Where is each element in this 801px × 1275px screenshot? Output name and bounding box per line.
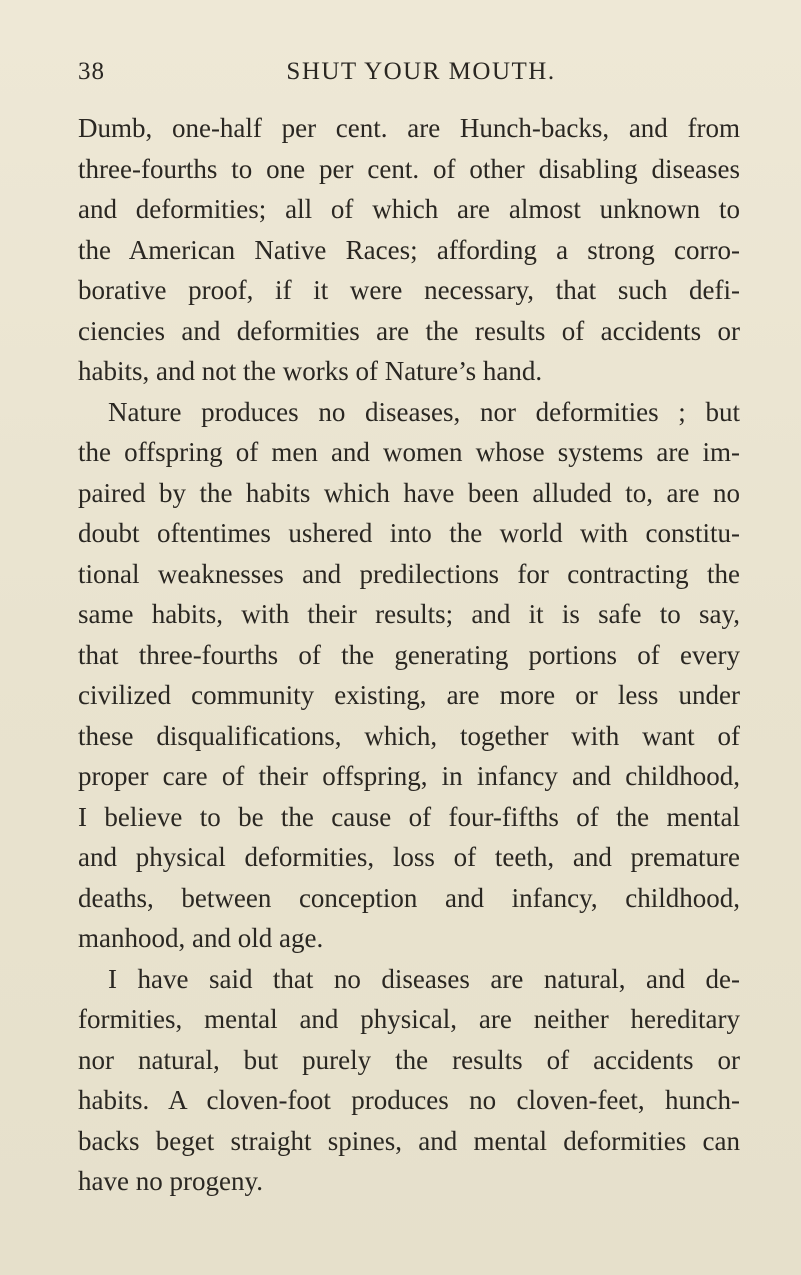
body-text <box>78 108 740 1202</box>
paragraph-3-line: formities, mental and physical, are neither hereditary <box>78 1004 740 1034</box>
paragraph-1-line: three-fourths to one per cent. of other disabling diseases <box>78 153 740 184</box>
paragraph-2-line: Nature produces no diseases, nor deformities ; but <box>108 396 740 427</box>
running-head <box>78 58 738 98</box>
paragraph-2-line: and physical deformities, loss of teeth, and premature <box>78 842 740 872</box>
paragraph-1-line: Dumb, one-half per cent. are Hunch-backs, and from <box>78 113 740 143</box>
paragraph-2-line: the offspring of men and women whose systems are im- <box>78 437 740 467</box>
paragraph-1-line: and deformities; all of which are almost unknown to <box>78 194 740 224</box>
paragraph-2-line: proper care of their offspring, in infancy and childhood, <box>78 761 740 791</box>
paragraph-2-line: that three-fourths of the generating portions of every <box>78 639 740 670</box>
paragraph-1-line: the American Native Races; affording a strong corro- <box>78 234 740 265</box>
paragraph-2-line: doubt oftentimes ushered into the world with constitu- <box>78 518 740 548</box>
paragraph-2-line: civilized community existing, are more or less under <box>78 680 740 710</box>
paragraph-3-line: I have said that no diseases are natural, and de- <box>108 963 740 994</box>
paragraph-2-line: I believe to be the cause of four-fifths of the mental <box>78 801 740 832</box>
paragraph-2-line: manhood, and old age. <box>78 923 324 953</box>
running-title: SHUT YOUR MOUTH. <box>286 58 556 85</box>
paragraph-1-line: borative proof, if it were necessary, that such defi- <box>78 275 740 305</box>
paragraph-2-line: same habits, with their results; and it is safe to say, <box>78 599 740 629</box>
paragraph-2-line: deaths, between conception and infancy, childhood, <box>78 882 740 913</box>
paragraph-2-line: these disqualifications, which, together with want of <box>78 720 740 751</box>
paragraph-1-line: ciencies and deformities are the results of accidents or <box>78 315 740 346</box>
paragraph-2-line: paired by the habits which have been alluded to, are no <box>78 477 740 508</box>
paragraph-1-line: habits, and not the works of Nature’s hand. <box>78 356 543 386</box>
page-number: 38 <box>78 58 105 85</box>
paragraph-3-line: nor natural, but purely the results of accidents or <box>78 1044 740 1075</box>
paragraph-3-line: have no progeny. <box>78 1166 263 1196</box>
paragraph-2-line: tional weaknesses and predilections for contracting the <box>78 558 740 589</box>
paragraph-3-line: backs beget straight spines, and mental deformities can <box>78 1125 740 1156</box>
paragraph-3-line: habits. A cloven-foot produces no cloven-feet, hunch- <box>78 1085 740 1115</box>
